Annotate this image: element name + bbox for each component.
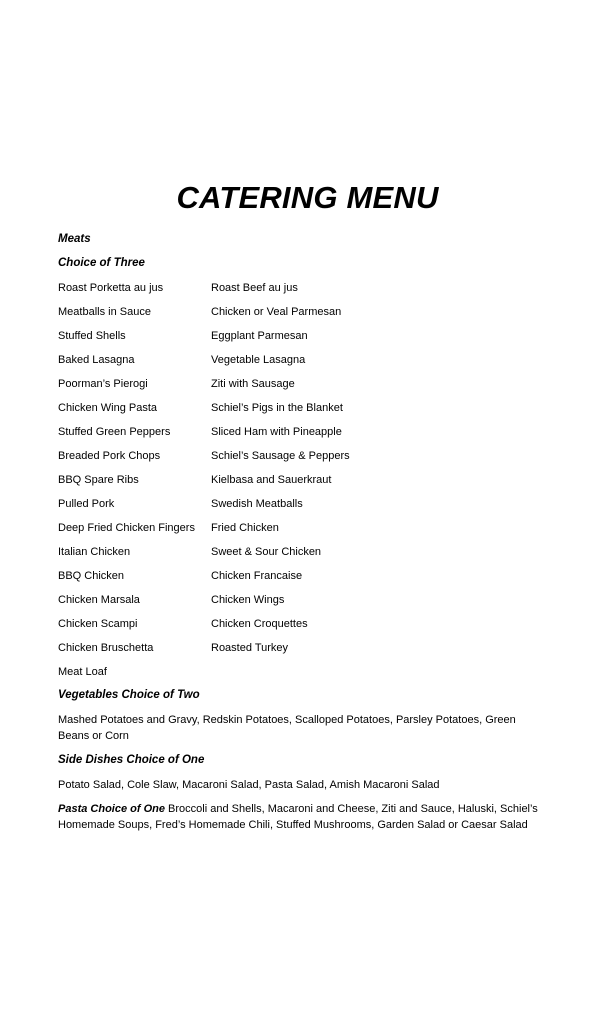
- page-title: CATERING MENU: [176, 180, 439, 215]
- menu-item: Meat Loaf: [58, 666, 107, 678]
- meats-heading: Meats: [58, 233, 91, 245]
- meats-left-column: [58, 281, 208, 689]
- pasta-heading: Pasta Choice of One: [58, 803, 165, 815]
- menu-item: Swedish Meatballs: [211, 498, 303, 510]
- side-dishes-heading: Side Dishes Choice of One: [58, 754, 205, 766]
- vegetables-items: Mashed Potatoes and Gravy, Redskin Potatoes, Scalloped Potatoes, Parsley Potatoes, Green Beans or Corn: [58, 714, 516, 742]
- meats-right-column: [211, 281, 391, 665]
- menu-item: Sweet & Sour Chicken: [211, 546, 322, 558]
- menu-item: Ziti with Sausage: [211, 378, 295, 390]
- menu-item: Baked Lasagna: [58, 354, 135, 366]
- menu-item: Meatballs in Sauce: [58, 306, 151, 318]
- menu-item: Fried Chicken: [211, 522, 279, 534]
- menu-item: BBQ Spare Ribs: [58, 474, 139, 486]
- menu-item: Chicken Bruschetta: [58, 642, 154, 654]
- menu-item: Chicken Wings: [211, 594, 285, 606]
- menu-item: Pulled Pork: [58, 498, 115, 510]
- menu-item: Stuffed Green Peppers: [58, 426, 171, 438]
- menu-item: Chicken Croquettes: [211, 618, 308, 630]
- menu-item: Roast Beef au jus: [211, 282, 298, 294]
- menu-item: Schiel’s Pigs in the Blanket: [211, 402, 343, 414]
- menu-item: Italian Chicken: [58, 546, 131, 558]
- side-dishes-items: Potato Salad, Cole Slaw, Macaroni Salad, Pasta Salad, Amish Macaroni Salad: [58, 779, 440, 791]
- menu-item: Chicken Wing Pasta: [58, 402, 158, 414]
- menu-item: Eggplant Parmesan: [211, 330, 308, 342]
- menu-item: Sliced Ham with Pineapple: [211, 426, 342, 438]
- meats-choice-label: Choice of Three: [58, 257, 145, 269]
- menu-item: Stuffed Shells: [58, 330, 126, 342]
- menu-item: Deep Fried Chicken Fingers: [58, 522, 195, 534]
- menu-item: Chicken or Veal Parmesan: [211, 306, 342, 318]
- vegetables-heading: Vegetables Choice of Two: [58, 689, 200, 701]
- menu-item: Roasted Turkey: [211, 642, 289, 654]
- menu-item: BBQ Chicken: [58, 570, 125, 582]
- menu-item: Roast Porketta au jus: [58, 282, 164, 294]
- menu-item: Kielbasa and Sauerkraut: [211, 474, 332, 486]
- menu-item: Chicken Marsala: [58, 594, 140, 606]
- pasta-items: Broccoli and Shells, Macaroni and Cheese, Ziti and Sauce, Haluski, Schiel’s Homemade Soups, Fred’s Homemade Chili, Stuffed Mushrooms, Garden Salad or Caesar Salad: [58, 803, 538, 831]
- menu-item: Poorman’s Pierogi: [58, 378, 148, 390]
- pasta-section: [58, 801, 550, 833]
- menu-item: Breaded Pork Chops: [58, 450, 161, 462]
- menu-item: Chicken Scampi: [58, 618, 138, 630]
- menu-item: Chicken Francaise: [211, 570, 303, 582]
- menu-item: Vegetable Lasagna: [211, 354, 306, 366]
- menu-item: Schiel’s Sausage & Peppers: [211, 450, 350, 462]
